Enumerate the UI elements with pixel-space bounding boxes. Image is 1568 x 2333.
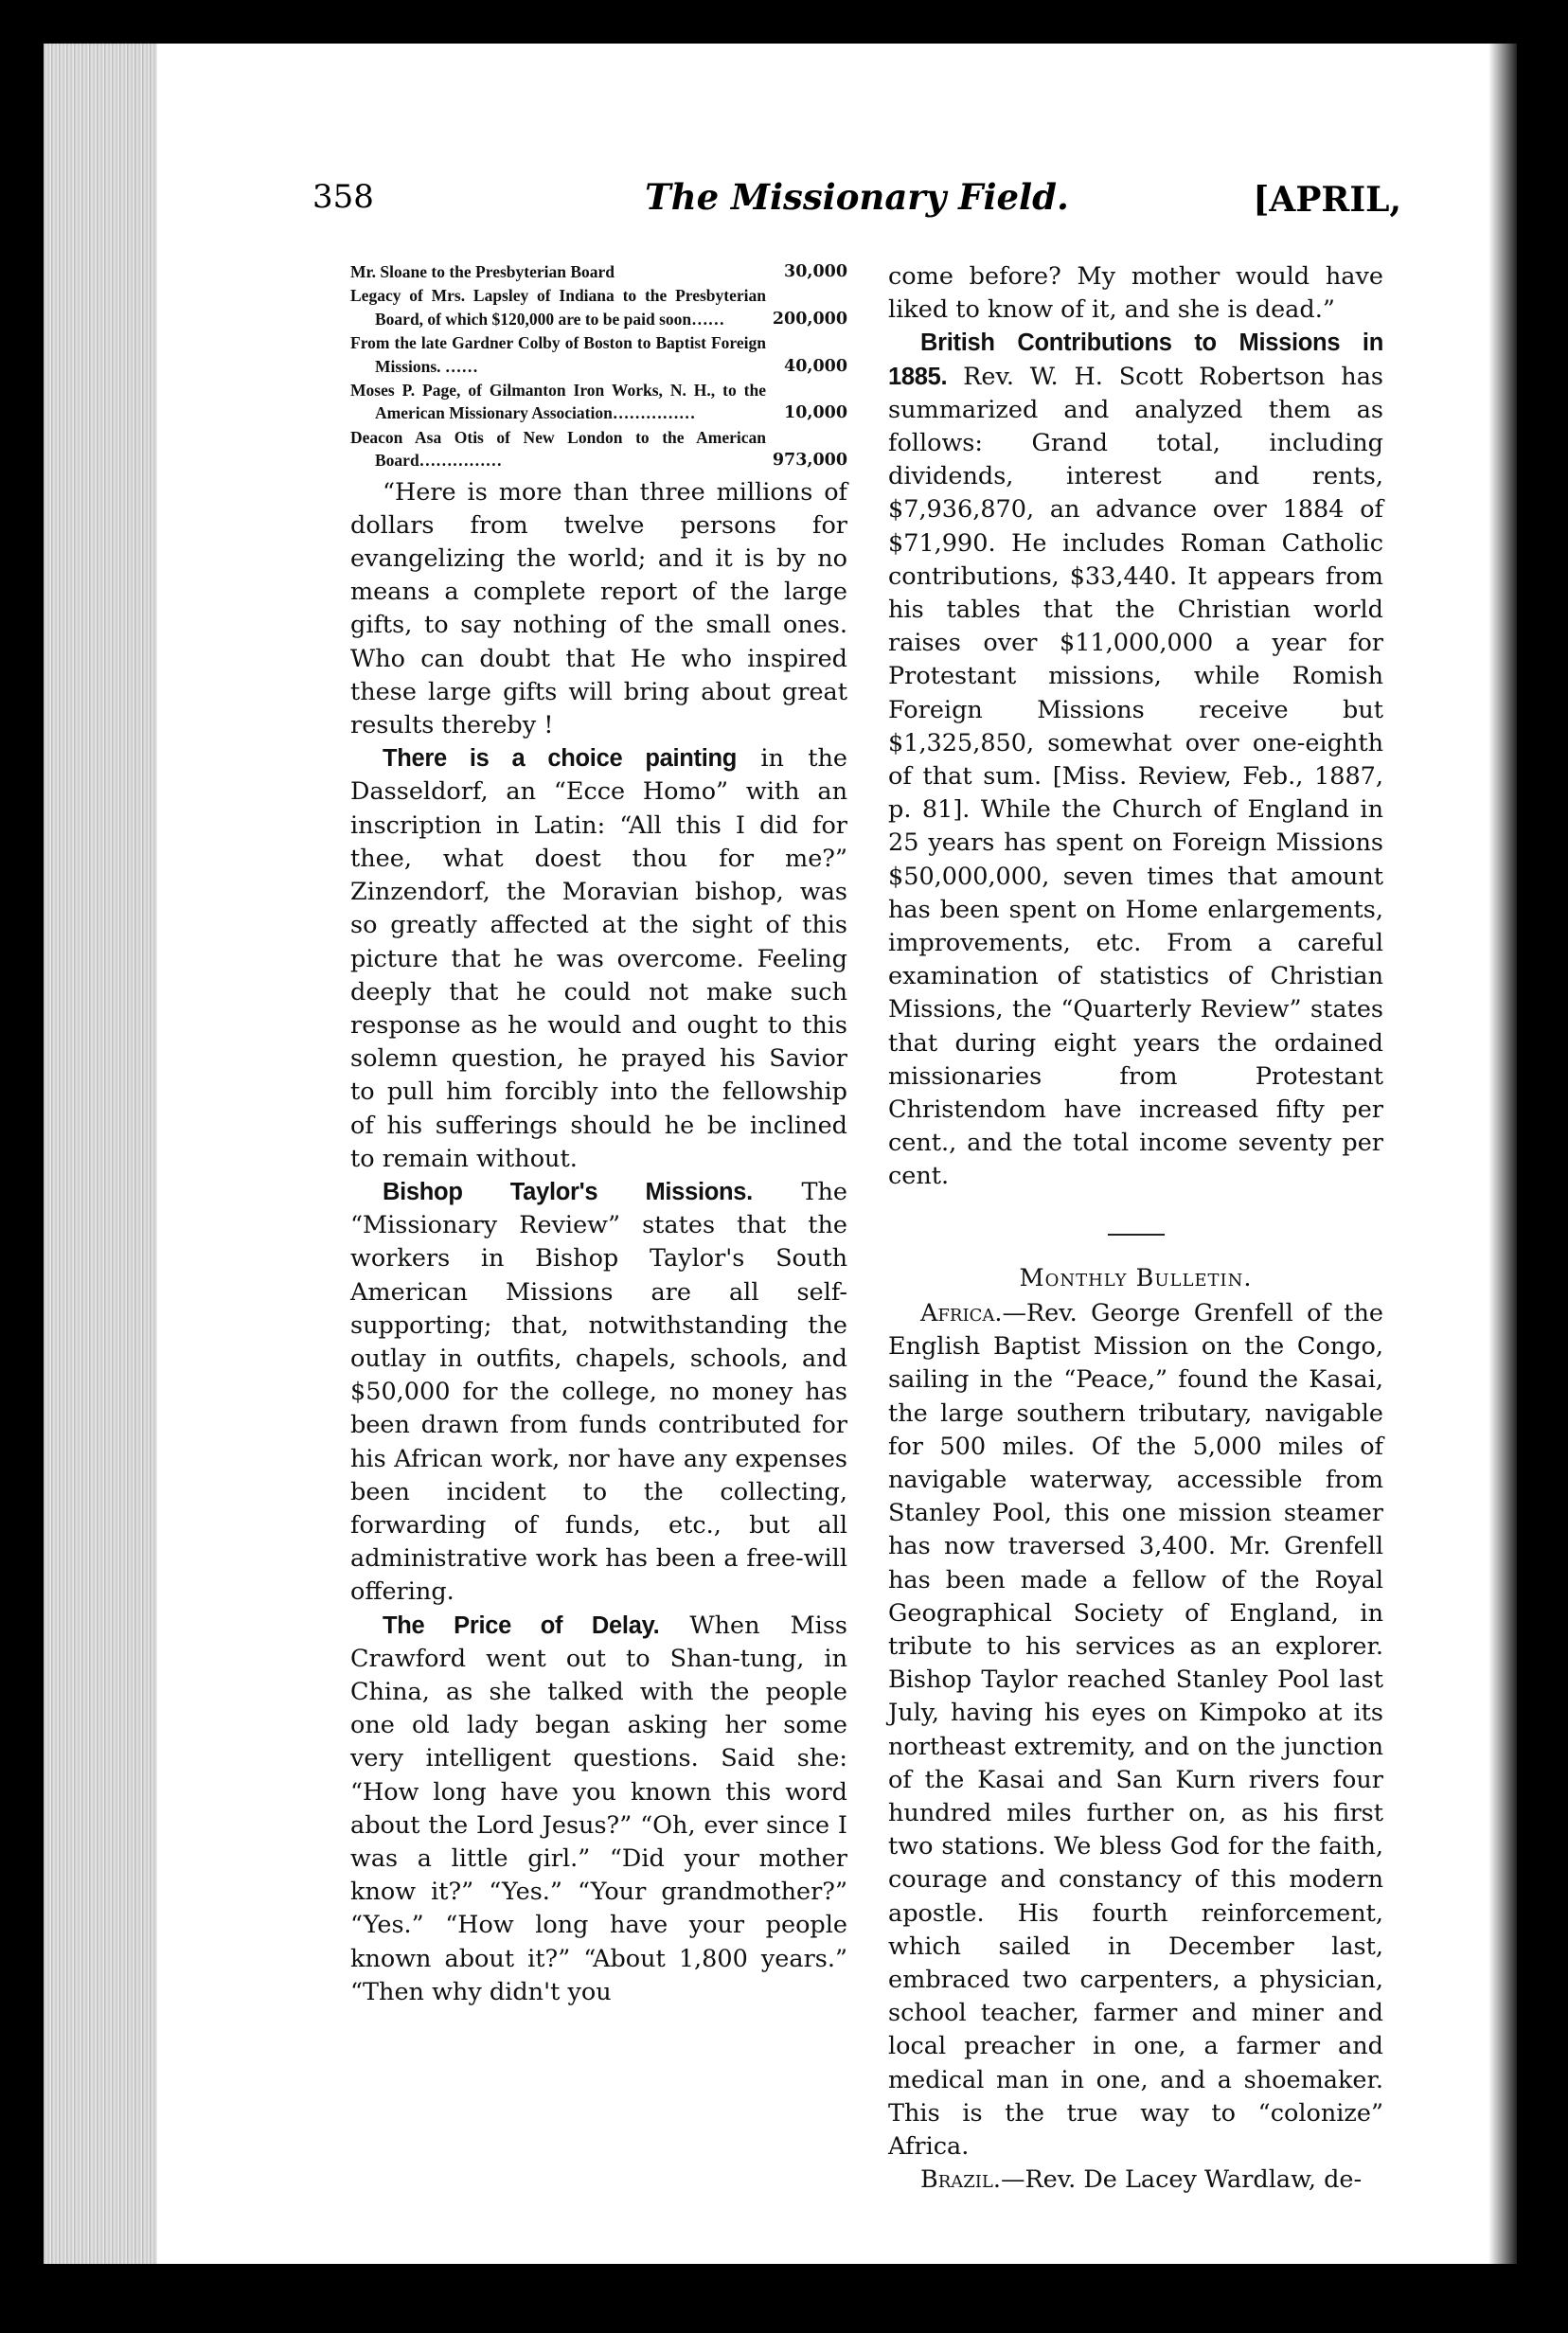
gift-row — [350, 284, 847, 330]
painting-paragraph — [350, 742, 847, 1176]
bulletin-heading: Monthly Bulletin. — [1019, 1263, 1253, 1292]
gift-donor: From the late Gardner Colby of Boston to Baptist Foreign Missions. …… — [350, 333, 766, 376]
section-divider — [1108, 1234, 1165, 1236]
taylor-text: The “Missionary Review” states that the workers in Bishop Taylor's South American Missions are all self-supporting; that, notwithstanding the outlay in outfits, chapels, schools, and $50,000 for the college, no money has been drawn from funds contributed for his African work, nor have any expenses been incident to the collecting, forwarding of funds, etc., but all administrative work has been a free-will offering. — [350, 1177, 847, 1607]
gift-amount: 973,000 — [772, 451, 847, 471]
brazil-text: —Rev. De Lacey Wardlaw, de- — [1000, 2165, 1363, 2195]
painting-heading: There is a choice painting — [383, 745, 738, 773]
gift-donor: Moses P. Page, of Gilmanton Iron Works, N. H., to the American Missionary Association…………… — [350, 381, 766, 423]
british-paragraph — [888, 327, 1383, 1193]
running-month: [APRIL, — [1253, 180, 1401, 220]
british-heading: British Contributions to Missions in 1885. — [888, 329, 1383, 390]
gift-row — [350, 331, 847, 378]
taylor-paragraph — [350, 1176, 847, 1610]
gift-amount: 30,000 — [784, 262, 847, 281]
gift-donor: Deacon Asa Otis of New London to the American Board…………… — [350, 427, 766, 471]
gift-amount: 10,000 — [784, 403, 847, 423]
gifts-commentary: “Here is more than three millions of dollars from twelve persons for evangelizing the world; and it is by no means a complete report of the large gifts, to say nothing of the small ones. Who can doubt that He who inspired these large gifts will bring about great results thereby ! — [350, 477, 847, 740]
binding-shadow — [1488, 44, 1517, 2264]
gift-amount: 40,000 — [784, 356, 847, 376]
delay-text: When Miss Crawford went out to Shan-tung, in China, as she talked with the people one old lady began asking her some very intelligent questions. Said she: “How long have you known this word about the Lord Jesus?” “Oh, ever since I was a little girl.” “Did your mother know it?” “Yes.” “Your grandmother?” “Yes.” “How long have your people known about it?” “About 1,800 years.” “Then why didn't you — [350, 1611, 848, 2006]
running-title: The Missionary Field. — [645, 176, 1069, 218]
taylor-heading: Bishop Taylor's Missions. — [383, 1178, 753, 1205]
africa-text: —Rev. George Grenfell of the English Baptist Mission on the Congo, sailing in the “Peace,” found the Kasai, the large southern tributary, navigable for 500 miles. Of the 5,000 miles of navigable waterway, accessible from Stanley Pool, this one mission steamer has now traversed 3,400. Mr. Grenfell has been made a fellow of the Royal Geographical Society of England, in tribute to his services as an explorer. Bishop Taylor reached Stanley Pool last July, having his eyes on Kimpoko at its northeast extremity, and on the junction of the Kasai and San Kurn rivers four hundred miles further on, as his first two stations. We bless God for the faith, courage and constancy of this modern apostle. His fourth reinforcement, which sailed in December last, embraced two carpenters, a physician, school teacher, farmer and miner and local preacher in one, a farmer and medical man in one, and a shoemaker. This is the true way to “colonize” Africa. — [888, 1298, 1383, 2161]
gifts-list — [350, 260, 847, 472]
gift-donor: Legacy of Mrs. Lapsley of Indiana to the Presbyterian Board, of which $120,000 are to be paid soon…… — [350, 286, 766, 329]
africa-heading: Africa. — [920, 1298, 1003, 1327]
gift-row — [350, 379, 847, 425]
painting-text: in the Dasseldorf, an “Ecce Homo” with an inscription in Latin: “All this I did for thee, what doest thou for me?” Zinzendorf, the Moravian bishop, was so greatly affected at the sight of this picture that he was overcome. Feeling deeply that he could not make such response as he would and ought to this solemn question, he prayed his Savior to pull him forcibly into the fellowship of his sufferings should he be inclined to remain without. — [350, 744, 847, 1173]
continued-text: come before? My mother would have liked to know of it, and she is dead.” — [888, 262, 1383, 325]
british-text: Rev. W. H. Scott Robertson has summarized and analyzed them as follows: Grand total, including dividends, interest and rents, $7,936,870, an advance over 1884 of $71,990. He includes Roman Catholic contributions, $33,440. It appears from his tables that the Christian world raises over $11,000,000 a year for Protestant missions, while Romish Foreign Missions receive but $1,325,850, somewhat over one-eighth of that sum. [Miss. Review, Feb., 1887, p. 81]. While the Church of England in 25 years has spent on Foreign Missions $50,000,000, seven times that amount has been spent on Home enlargements, improvements, etc. From a careful examination of statistics of Christian Missions, the “Quarterly Review” states that during eight years the ordained missionaries from Protestant Christendom have increased fifty per cent., and the total income seventy per cent. — [888, 362, 1383, 1191]
gift-amount: 200,000 — [772, 309, 847, 329]
gift-donor: Mr. Sloane to the Presbyterian Board — [350, 262, 615, 281]
brazil-heading: Brazil. — [920, 2165, 1001, 2195]
page-number: 358 — [312, 178, 374, 216]
right-column — [888, 260, 1383, 2197]
brazil-paragraph — [888, 2164, 1383, 2197]
gift-row — [350, 260, 847, 283]
africa-paragraph — [888, 1297, 1383, 2164]
delay-paragraph — [350, 1610, 847, 2009]
left-column — [350, 260, 847, 2009]
delay-heading: The Price of Delay. — [383, 1612, 660, 1639]
running-header — [312, 151, 1401, 227]
page-stack-edge — [44, 44, 157, 2264]
gift-row — [350, 426, 847, 472]
